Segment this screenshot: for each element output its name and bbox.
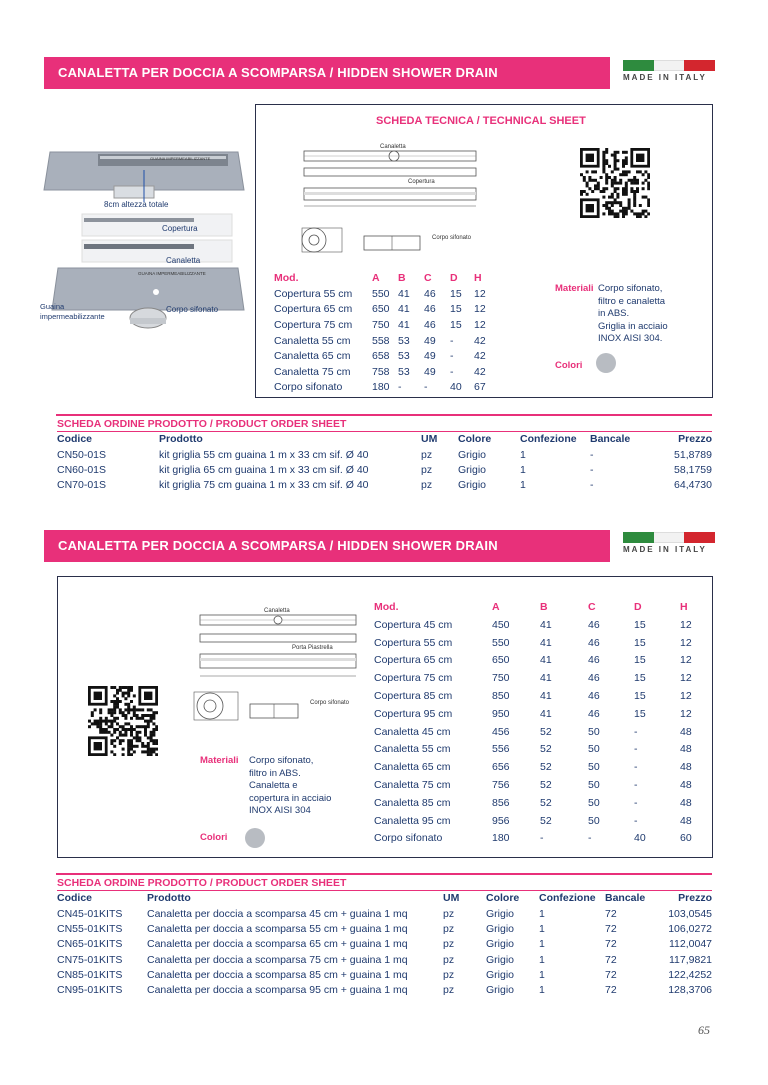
materials-text-2: Corpo sifonato, filtro in ABS. Canaletta e copertura in acciaio INOX AISI 304: [249, 755, 332, 816]
spec-row-cell: 12: [680, 707, 692, 720]
svg-text:Corpo sifonato: Corpo sifonato: [310, 700, 350, 706]
order-row-cell: kit griglia 75 cm guaina 1 m x 33 cm sif. Ø 40: [159, 479, 369, 492]
order-row-cell: pz: [443, 922, 455, 935]
spec-row-cell: Canaletta 75 cm: [374, 779, 451, 792]
spec-row-cell: 41: [540, 707, 552, 720]
order-table-2: [57, 876, 712, 998]
order-sheet-rule-1: [56, 414, 712, 416]
spec-row-cell: 53: [398, 350, 410, 363]
order-row: [57, 982, 712, 997]
order-row-cell: pz: [421, 463, 433, 476]
spec-row: [374, 652, 694, 670]
spec-row-cell: Canaletta 95 cm: [374, 814, 451, 827]
spec-row-cell: 15: [634, 636, 646, 649]
spec-row-cell: -: [634, 779, 638, 792]
order-row: [57, 937, 712, 952]
technical-sheet-title: SCHEDA TECNICA / TECHNICAL SHEET: [376, 115, 586, 127]
spec-row-cell: 658: [372, 350, 390, 363]
spec-row-cell: 12: [680, 690, 692, 703]
spec-row-cell: 15: [634, 690, 646, 703]
spec-row-cell: 450: [492, 618, 510, 631]
spec-row-cell: 50: [588, 743, 600, 756]
spec-row-cell: 46: [424, 303, 436, 316]
spec-row-cell: -: [634, 761, 638, 774]
spec-row-cell: 52: [540, 796, 552, 809]
spec-row-cell: -: [450, 350, 454, 363]
order-row-cell: kit griglia 55 cm guaina 1 m x 33 cm sif. Ø 40: [159, 448, 369, 461]
order-row-cell: CN65-01KITS: [57, 938, 123, 951]
spec-row-cell: 550: [492, 636, 510, 649]
product-exploded-illustration: [38, 140, 248, 335]
spec-row-cell: 46: [588, 707, 600, 720]
order-row-cell: kit griglia 65 cm guaina 1 m x 33 cm sif. Ø 40: [159, 463, 369, 476]
order-row-cell: 117,9821: [668, 953, 712, 966]
order-row-cell: 72: [605, 953, 617, 966]
spec-row-cell: 48: [680, 814, 692, 827]
spec-row-cell: 656: [492, 761, 510, 774]
spec-row-cell: 49: [424, 334, 436, 347]
spec-row: [374, 741, 694, 759]
qr-code-2: [88, 686, 158, 756]
spec-row-cell: Copertura 65 cm: [374, 654, 453, 667]
spec-row-cell: 650: [372, 303, 390, 316]
svg-text:GUAINA IMPERMEABILIZZANTE: GUAINA IMPERMEABILIZZANTE: [150, 156, 211, 161]
order-row-cell: 72: [605, 922, 617, 935]
spec-row-cell: 456: [492, 725, 510, 738]
order-row-cell: CN70-01S: [57, 479, 107, 492]
spec-row: [374, 616, 694, 634]
order-row-cell: Canaletta per doccia a scomparsa 85 cm + guaina 1 mq: [147, 968, 408, 981]
spec-row-cell: 53: [398, 334, 410, 347]
qr-code-icon: [88, 686, 158, 756]
svg-text:Canaletta: Canaletta: [380, 144, 406, 150]
spec-row-cell: 956: [492, 814, 510, 827]
spec-row-cell: 15: [634, 707, 646, 720]
spec-row-cell: 750: [492, 672, 510, 685]
order-row-cell: pz: [443, 907, 455, 920]
made-in-italy-logo-2: MADE IN ITALY: [623, 532, 715, 556]
spec-row-cell: 15: [634, 618, 646, 631]
svg-text:GUAINA IMPERMEABILIZZANTE: GUAINA IMPERMEABILIZZANTE: [138, 271, 206, 276]
spec-row-cell: 41: [398, 318, 410, 331]
spec-row-cell: Copertura 85 cm: [374, 690, 453, 703]
italian-flag-icon: [623, 60, 715, 71]
order-row-cell: 1: [539, 984, 545, 997]
spec-table-1: [274, 270, 496, 395]
spec-row: [374, 687, 694, 705]
spec-row-cell: Canaletta 55 cm: [374, 743, 451, 756]
order-row-cell: -: [590, 448, 594, 461]
spec-row-cell: Copertura 55 cm: [374, 636, 453, 649]
order-row-cell: Grigio: [458, 448, 487, 461]
spec-row-cell: 46: [588, 654, 600, 667]
spec-row-cell: 41: [540, 636, 552, 649]
spec-row-cell: 52: [540, 743, 552, 756]
order-row-cell: -: [590, 463, 594, 476]
order-row-cell: 72: [605, 938, 617, 951]
order-row: [57, 921, 712, 936]
svg-text:Corpo sifonato: Corpo sifonato: [166, 305, 219, 314]
spec-row-cell: -: [588, 832, 592, 845]
order-row-cell: pz: [443, 968, 455, 981]
qr-code-icon: [580, 148, 650, 218]
svg-text:Canaletta: Canaletta: [264, 608, 290, 614]
spec-row-cell: 12: [680, 636, 692, 649]
order-row-cell: Canaletta per doccia a scomparsa 75 cm + guaina 1 mq: [147, 953, 408, 966]
order-row-cell: Grigio: [486, 984, 515, 997]
spec-row: [274, 302, 496, 318]
order-row: [57, 462, 712, 477]
order-row-cell: CN45-01KITS: [57, 907, 123, 920]
materials-text-1: Corpo sifonato, filtro e canaletta in ABS. Griglia in acciaio INOX AISI 304.: [598, 283, 668, 344]
order-row-cell: pz: [443, 953, 455, 966]
spec-row-cell: Copertura 75 cm: [274, 318, 353, 331]
order-row-cell: Canaletta per doccia a scomparsa 65 cm + guaina 1 mq: [147, 938, 408, 951]
spec-row-cell: Canaletta 45 cm: [374, 725, 451, 738]
spec-row-cell: 756: [492, 779, 510, 792]
spec-row-cell: -: [634, 725, 638, 738]
spec-row: [274, 380, 496, 396]
order-sheet-title-1: SCHEDA ORDINE PRODOTTO / PRODUCT ORDER SHEET: [57, 417, 712, 431]
spec-row-cell: 650: [492, 654, 510, 667]
spec-row-cell: 48: [680, 779, 692, 792]
made-in-italy-logo: MADE IN ITALY: [623, 60, 715, 84]
order-row-cell: 72: [605, 907, 617, 920]
spec-row-cell: 180: [372, 381, 390, 394]
order-row-cell: pz: [421, 479, 433, 492]
spec-row-cell: 49: [424, 350, 436, 363]
order-header-row: Codice Prodotto UM Colore Confezione Bancale Prezzo: [57, 433, 712, 446]
order-row-cell: CN50-01S: [57, 448, 107, 461]
spec-row-cell: -: [398, 381, 402, 394]
order-row-cell: 1: [520, 463, 526, 476]
spec-row-cell: 49: [424, 365, 436, 378]
spec-row-cell: Canaletta 65 cm: [274, 350, 351, 363]
order-row: [57, 447, 712, 462]
qr-code-1: [580, 148, 650, 218]
spec-row-cell: -: [540, 832, 544, 845]
order-row-cell: 1: [539, 938, 545, 951]
order-row-cell: 1: [539, 907, 545, 920]
materials-label-1: Materiali: [555, 283, 594, 294]
spec-row-cell: 12: [680, 618, 692, 631]
technical-drawing-1: [298, 142, 483, 257]
svg-text:impermeabilizzante: impermeabilizzante: [40, 312, 105, 321]
svg-text:Porta Piastrella: Porta Piastrella: [292, 645, 333, 651]
spec-row: [374, 723, 694, 741]
order-row-cell: Grigio: [486, 907, 515, 920]
spec-row-cell: Canaletta 75 cm: [274, 365, 351, 378]
order-row-cell: 106,0272: [668, 922, 712, 935]
order-row-cell: 112,0047: [668, 938, 712, 951]
spec-row-cell: 48: [680, 761, 692, 774]
spec-row-cell: 42: [474, 350, 486, 363]
spec-row-cell: 15: [450, 318, 462, 331]
spec-row-cell: 46: [424, 318, 436, 331]
spec-row-cell: 48: [680, 743, 692, 756]
order-sheet-rule-2: [56, 873, 712, 875]
spec-row-cell: 12: [474, 318, 486, 331]
page-number: 65: [698, 1023, 710, 1037]
spec-row: [374, 830, 694, 848]
spec-row-cell: 750: [372, 318, 390, 331]
spec-row-cell: 550: [372, 287, 390, 300]
spec-row-cell: 15: [634, 672, 646, 685]
spec-row-cell: 41: [540, 654, 552, 667]
spec-row: [274, 364, 496, 380]
spec-row: [274, 333, 496, 349]
order-row-cell: 1: [539, 968, 545, 981]
spec-row-cell: 41: [540, 690, 552, 703]
spec-row-cell: 41: [398, 287, 410, 300]
spec-row-cell: 52: [540, 814, 552, 827]
spec-row-cell: Canaletta 65 cm: [374, 761, 451, 774]
order-row: [57, 952, 712, 967]
spec-row-cell: 556: [492, 743, 510, 756]
spec-row-cell: 50: [588, 779, 600, 792]
italian-flag-icon: [623, 532, 715, 543]
spec-row: [374, 634, 694, 652]
spec-row-cell: 50: [588, 814, 600, 827]
spec-row: [374, 794, 694, 812]
spec-row-cell: 46: [424, 287, 436, 300]
order-row: [57, 478, 712, 493]
spec-row-cell: Copertura 45 cm: [374, 618, 453, 631]
svg-text:Copertura: Copertura: [162, 224, 198, 233]
spec-row-cell: -: [634, 796, 638, 809]
spec-row-cell: 52: [540, 779, 552, 792]
colors-label-1: Colori: [555, 360, 583, 371]
order-row-cell: Grigio: [486, 938, 515, 951]
spec-row-cell: 950: [492, 707, 510, 720]
order-row-cell: Canaletta per doccia a scomparsa 55 cm + guaina 1 mq: [147, 922, 408, 935]
spec-row: [374, 776, 694, 794]
order-row-cell: CN60-01S: [57, 463, 107, 476]
order-table-1: [57, 417, 712, 493]
spec-row-cell: Copertura 75 cm: [374, 672, 453, 685]
spec-row-cell: 850: [492, 690, 510, 703]
svg-text:Canaletta: Canaletta: [166, 256, 201, 265]
spec-row-cell: 46: [588, 618, 600, 631]
spec-row: [274, 286, 496, 302]
order-row-cell: pz: [443, 938, 455, 951]
section1-banner: CANALETTA PER DOCCIA A SCOMPARSA / HIDDEN SHOWER DRAIN: [44, 57, 610, 89]
spec-row-cell: 48: [680, 796, 692, 809]
spec-row-cell: 40: [450, 381, 462, 394]
order-row-cell: Canaletta per doccia a scomparsa 45 cm + guaina 1 mq: [147, 907, 408, 920]
spec-row-cell: 15: [450, 287, 462, 300]
spec-row-cell: 758: [372, 365, 390, 378]
order-row-cell: 72: [605, 968, 617, 981]
order-row-cell: pz: [443, 984, 455, 997]
spec-header-row: Mod. A B C D H: [374, 601, 688, 613]
order-row: [57, 906, 712, 921]
spec-row-cell: Copertura 55 cm: [274, 287, 353, 300]
spec-row-cell: 67: [474, 381, 486, 394]
spec-row-cell: 41: [540, 618, 552, 631]
spec-row-cell: 15: [450, 303, 462, 316]
spec-table-2: [374, 598, 694, 847]
order-row-cell: 1: [539, 922, 545, 935]
spec-row-cell: -: [450, 365, 454, 378]
spec-row: [374, 812, 694, 830]
order-header-row: Codice Prodotto UM Colore Confezione Bancale Prezzo: [57, 892, 712, 905]
spec-row-cell: -: [450, 334, 454, 347]
spec-row-cell: 60: [680, 832, 692, 845]
spec-row-cell: -: [634, 814, 638, 827]
order-row-cell: 58,1759: [674, 463, 712, 476]
order-row-cell: Grigio: [486, 968, 515, 981]
svg-text:8cm altezza totale: 8cm altezza totale: [104, 200, 169, 209]
spec-row-cell: 40: [634, 832, 646, 845]
order-row-cell: 103,0545: [668, 907, 712, 920]
spec-row-cell: 50: [588, 725, 600, 738]
order-row-cell: 51,8789: [674, 448, 712, 461]
spec-row-cell: 42: [474, 365, 486, 378]
order-row-cell: 128,3706: [668, 984, 712, 997]
order-row-cell: -: [590, 479, 594, 492]
spec-row-cell: -: [634, 743, 638, 756]
spec-row-cell: Canaletta 55 cm: [274, 334, 351, 347]
order-row-cell: Canaletta per doccia a scomparsa 95 cm + guaina 1 mq: [147, 984, 408, 997]
spec-row-cell: 46: [588, 690, 600, 703]
technical-drawing-2: [190, 606, 360, 726]
spec-row-cell: 12: [680, 672, 692, 685]
order-row-cell: pz: [421, 448, 433, 461]
spec-header-row: Mod. A B C D H: [274, 272, 482, 284]
order-row-cell: CN95-01KITS: [57, 984, 123, 997]
colors-label-2: Colori: [200, 832, 228, 843]
order-row-cell: 122,4252: [668, 968, 712, 981]
order-row-cell: Grigio: [486, 953, 515, 966]
spec-row-cell: Corpo sifonato: [274, 381, 343, 394]
spec-row-cell: 50: [588, 796, 600, 809]
spec-row-cell: Copertura 65 cm: [274, 303, 353, 316]
spec-row-cell: 558: [372, 334, 390, 347]
spec-row-cell: 41: [398, 303, 410, 316]
spec-row-cell: Canaletta 85 cm: [374, 796, 451, 809]
spec-row: [374, 669, 694, 687]
spec-row: [374, 758, 694, 776]
order-row-cell: 64,4730: [674, 479, 712, 492]
order-row-cell: 72: [605, 984, 617, 997]
spec-row-cell: 48: [680, 725, 692, 738]
spec-row-cell: Corpo sifonato: [374, 832, 443, 845]
order-row-cell: CN75-01KITS: [57, 953, 123, 966]
grey-color-swatch-2: [245, 828, 265, 848]
section2-banner: CANALETTA PER DOCCIA A SCOMPARSA / HIDDEN SHOWER DRAIN: [44, 530, 610, 562]
spec-row-cell: 12: [474, 303, 486, 316]
spec-row-cell: 180: [492, 832, 510, 845]
order-row-cell: Grigio: [458, 463, 487, 476]
spec-row-cell: 46: [588, 636, 600, 649]
order-row-cell: Grigio: [458, 479, 487, 492]
svg-text:Guaina: Guaina: [40, 302, 65, 311]
spec-row: [274, 317, 496, 333]
spec-row-cell: 856: [492, 796, 510, 809]
spec-row-cell: 12: [474, 287, 486, 300]
order-row-cell: CN55-01KITS: [57, 922, 123, 935]
order-row-cell: Grigio: [486, 922, 515, 935]
spec-row: [374, 705, 694, 723]
order-row-cell: 1: [539, 953, 545, 966]
spec-row-cell: 53: [398, 365, 410, 378]
grey-color-swatch-1: [596, 353, 616, 373]
svg-text:Copertura: Copertura: [408, 179, 435, 185]
svg-text:Corpo sifonato: Corpo sifonato: [432, 235, 472, 241]
spec-row-cell: 41: [540, 672, 552, 685]
order-row-cell: CN85-01KITS: [57, 968, 123, 981]
spec-row-cell: 46: [588, 672, 600, 685]
spec-row-cell: 12: [680, 654, 692, 667]
spec-row-cell: 15: [634, 654, 646, 667]
spec-row: [274, 348, 496, 364]
spec-row-cell: 52: [540, 725, 552, 738]
order-row-cell: 1: [520, 479, 526, 492]
order-row: [57, 967, 712, 982]
spec-row-cell: 50: [588, 761, 600, 774]
order-row-cell: 1: [520, 448, 526, 461]
spec-row-cell: 52: [540, 761, 552, 774]
order-sheet-title-2: SCHEDA ORDINE PRODOTTO / PRODUCT ORDER SHEET: [57, 876, 712, 890]
materials-label-2: Materiali: [200, 755, 239, 766]
spec-row-cell: 42: [474, 334, 486, 347]
spec-row-cell: Copertura 95 cm: [374, 707, 453, 720]
spec-row-cell: -: [424, 381, 428, 394]
